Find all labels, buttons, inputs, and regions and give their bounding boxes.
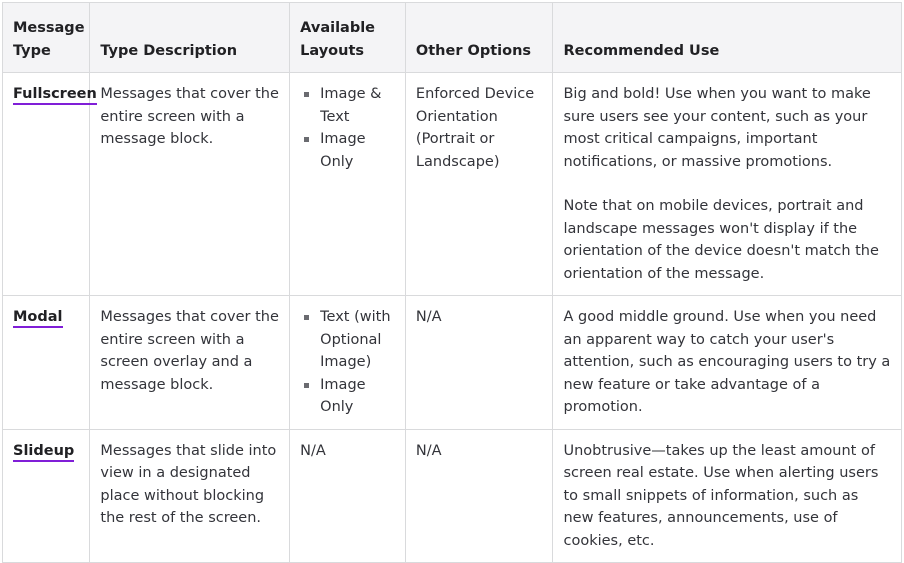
cell-available-layouts: [290, 296, 406, 430]
cell-recommended-use: [553, 73, 902, 296]
header-other-options: Other Options: [405, 3, 553, 73]
cell-message-type: [3, 73, 97, 296]
cell-other-options: Enforced Device Orientation (Portrait or Landscape): [405, 73, 553, 296]
cell-message-type: [3, 296, 90, 430]
cell-recommended-use: [553, 429, 902, 563]
header-type-description: Type Description: [90, 3, 290, 73]
message-types-table: [2, 2, 902, 563]
square-bullet-icon: [304, 137, 309, 142]
header-available-layouts: Available Layouts: [290, 3, 406, 73]
cell-other-options: N/A: [405, 429, 553, 563]
recommended-use-paragraph: Big and bold! Use when you want to make sure users see your content, such as your most critical campaigns, important notifications, or massive promotions.: [563, 86, 871, 170]
table-row: [3, 429, 902, 563]
layouts-list: [300, 306, 395, 419]
cell-type-description: Messages that cover the entire screen with a message block.: [90, 73, 290, 296]
list-item: Image Only: [300, 128, 395, 173]
cell-message-type: [3, 429, 90, 563]
type-link-modal[interactable]: Modal: [13, 309, 63, 328]
cell-available-layouts: [290, 73, 406, 296]
type-link-fullscreen[interactable]: Fullscreen: [13, 86, 97, 105]
table-row: [3, 73, 902, 296]
recommended-use-paragraph: Unobtrusive—takes up the least amount of screen real estate. Use when alerting users to small snippets of information, such as new features, announcements, use of cookies, etc.: [563, 442, 879, 549]
header-recommended-use: Recommended Use: [553, 3, 902, 73]
list-item: Image & Text: [300, 83, 395, 128]
recommended-use-paragraph: Note that on mobile devices, portrait and landscape messages won't display if the orientation of the device doesn't match the orientation of the message.: [563, 198, 879, 282]
square-bullet-icon: [304, 92, 309, 97]
square-bullet-icon: [304, 315, 309, 320]
list-item: Text (with Optional Image): [300, 306, 395, 374]
table-row: [3, 296, 902, 430]
table-header-row: [3, 3, 902, 73]
type-link-slideup[interactable]: Slideup: [13, 443, 74, 462]
cell-type-description: Messages that slide into view in a designated place without blocking the rest of the screen.: [90, 429, 290, 563]
cell-other-options: N/A: [405, 296, 553, 430]
layouts-list: [300, 83, 395, 173]
header-message-type: Message Type: [3, 3, 90, 73]
square-bullet-icon: [304, 383, 309, 388]
cell-recommended-use: [553, 296, 902, 430]
list-item: Image Only: [300, 374, 395, 419]
cell-available-layouts: N/A: [290, 429, 406, 563]
cell-type-description: Messages that cover the entire screen with a screen overlay and a message block.: [90, 296, 290, 430]
recommended-use-paragraph: A good middle ground. Use when you need an apparent way to catch your user's attention, such as encouraging users to try a new feature or take advantage of a promotion.: [563, 309, 891, 415]
